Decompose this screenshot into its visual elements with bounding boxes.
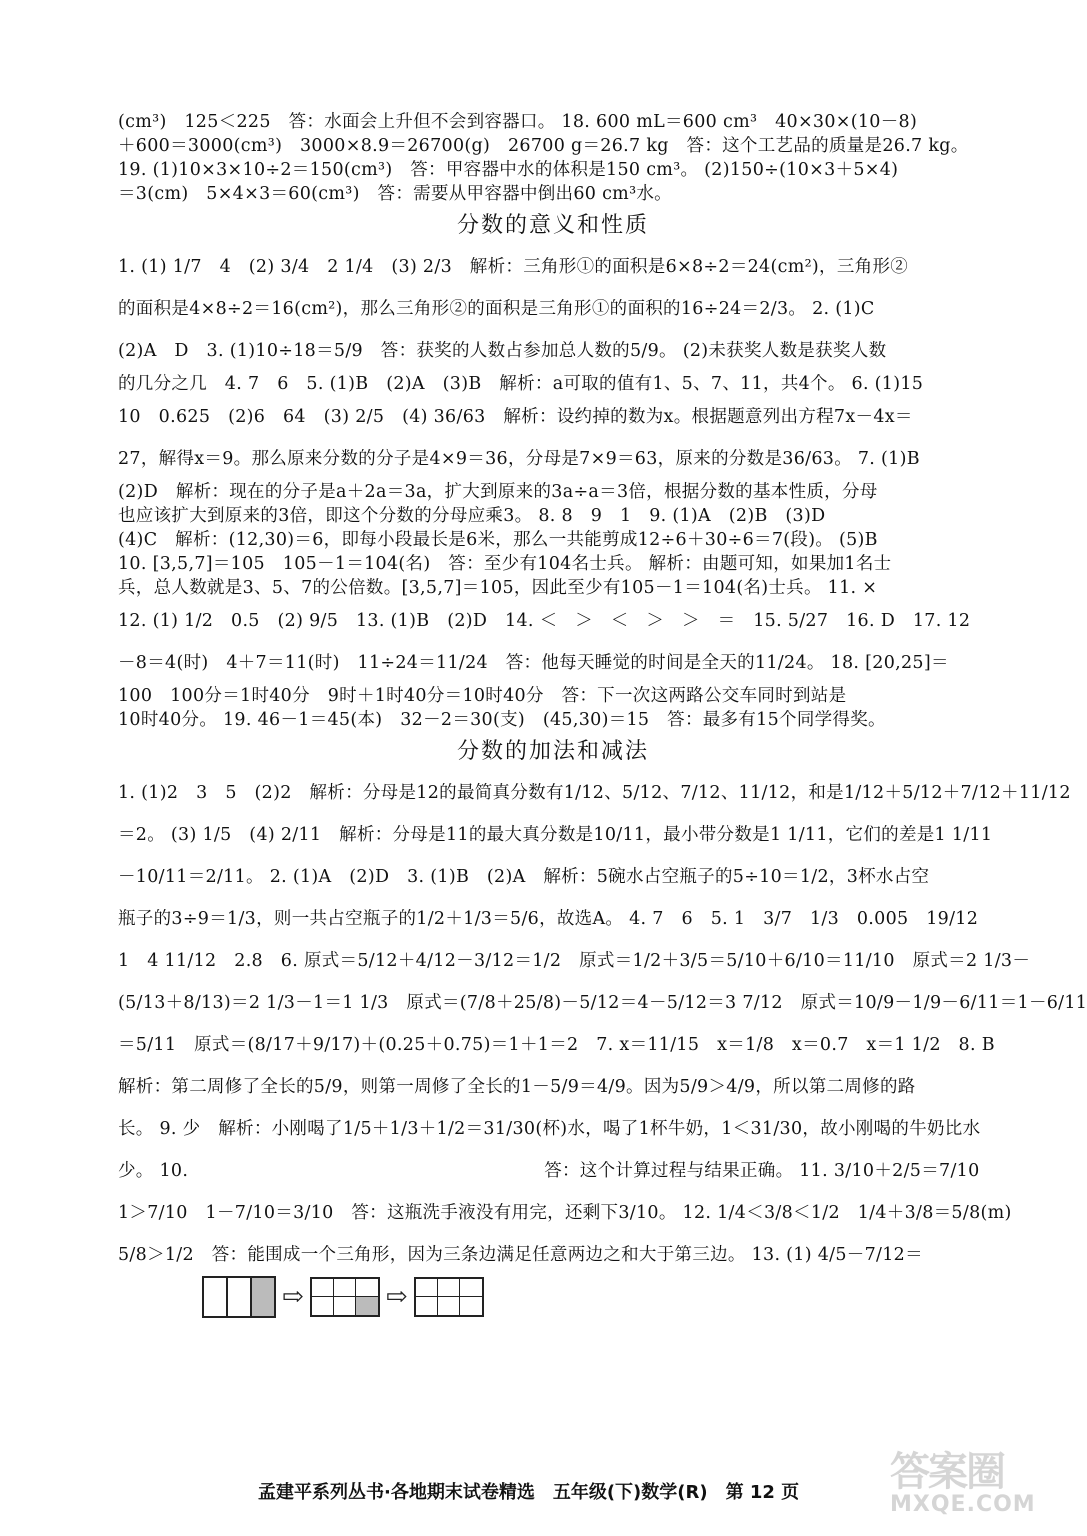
text-line: 长。 9. 少 解析：小刚喝了1/5＋1/3＋1/2＝31/30(杯)水，喝了1杯牛奶，1＜31/30，故小刚喝的牛奶比水 — [118, 1119, 981, 1139]
text-line: 解析：第二周修了全长的5/9，则第一周修了全长的1－5/9＝4/9。因为5/9＞4/9，所以第二周修的路 — [118, 1077, 916, 1097]
text-line: 5/8＞1/2 答：能围成一个三角形，因为三条边满足任意两边之和大于第三边。 13. (1) 4/5－7/12＝ — [118, 1245, 923, 1265]
text-line: －10/11＝2/11。 2. (1)A (2)D 3. (1)B (2)A 解析：5碗水占空瓶子的5÷10＝1/2，3杯水占空 — [118, 867, 930, 887]
text-line: ＝5/11 原式＝(8/17＋9/17)＋(0.25＋0.75)＝1＋1＝2 7. x＝11/15 x＝1/8 x＝0.7 x＝1 1/2 8. B — [118, 1035, 995, 1055]
text-line: 1. (1) 1/7 4 (2) 3/4 2 1/4 (3) 2/3 解析：三角形①的面积是6×8÷2＝24(cm²)，三角形② — [118, 257, 909, 277]
text-line: ＝3(cm) 5×4×3＝60(cm³) 答：需要从甲容器中倒出60 cm³水。 — [118, 184, 672, 204]
answer-text-block — [118, 110, 1087, 1276]
text-line: 27，解得x＝9。那么原来分数的分子是4×9＝36，分母是7×9＝63，原来的分数是36/63。 7. (1)B — [118, 449, 920, 469]
arrow-icon: ⇨ — [385, 1282, 408, 1312]
text-line: 100 100分＝1时40分 9时＋1时40分＝10时40分 答：下一次这两路公交车同时到站是 — [118, 686, 847, 706]
text-line: 的几分之几 4. 7 6 5. (1)B (2)A (3)B 解析：a可取的值有1、5、7、11，共4个。 6. (1)15 — [118, 374, 924, 394]
text-line: 10 0.625 (2)6 64 (3) 2/5 (4) 36/63 解析：设约掉的数为x。根据题意列出方程7x－4x＝ — [118, 407, 913, 427]
text-line: －8＝4(时) 4＋7＝11(时) 11÷24＝11/24 答：他每天睡觉的时间是全天的11/24。 18. [20,25]＝ — [118, 653, 949, 673]
fraction-grid-result — [414, 1277, 484, 1317]
text-line: 1. (1)2 3 5 (2)2 解析：分母是12的最简真分数有1/12、5/12、7/12、11/12，和是1/12＋5/12＋7/12＋11/12 — [118, 783, 1071, 803]
text-line: (4)C 解析：(12,30)＝6，即每小段最长是6米，那么一共能剪成12÷6＋30÷6＝7(段)。 (5)B — [118, 530, 878, 550]
text-line: ＋600＝3000(cm³) 3000×8.9＝26700(g) 26700 g＝26.7 kg 答：这个工艺品的质量是26.7 kg。 — [118, 136, 969, 156]
text-line: 1 4 11/12 2.8 6. 原式＝5/12＋4/12－3/12＝1/2 原式＝1/2＋3/5＝5/10＋6/10＝11/10 原式＝2 1/3－ — [118, 951, 1031, 971]
section-heading: 分数的意义和性质 — [456, 213, 649, 238]
text-line: ＝2。 (3) 1/5 (4) 2/11 解析：分母是11的最大真分数是10/11，最小带分数是1 1/11，它们的差是1 1/11 — [118, 825, 993, 845]
text-line: (cm³) 125＜225 答：水面会上升但不会到容器口。 18. 600 mL＝600 cm³ 40×30×(10－8) — [118, 112, 918, 132]
text-line: 12. (1) 1/2 0.5 (2) 9/5 13. (1)B (2)D 14. ＜ ＞ ＜ ＞ ＞ ＝ 15. 5/27 16. D 17. 12 — [118, 611, 971, 631]
text-line: 19. (1)10×3×10÷2＝150(cm³) 答：甲容器中水的体积是150 cm³。 (2)150÷(10×3＋5×4) — [118, 160, 899, 180]
watermark-logo — [880, 1440, 1040, 1530]
fraction-diagram — [202, 1276, 484, 1318]
text-line: 也应该扩大到原来的3倍，即这个分数的分母应乘3。 8. 8 9 1 9. (1)A (2)B (3)D — [118, 506, 826, 526]
text-line: 兵，总人数就是3、5、7的公倍数。[3,5,7]＝105，因此至少有105－1＝104(名)士兵。 11. × — [118, 578, 878, 598]
page-footer: 孟建平系列丛书·各地期末试卷精选 五年级(下)数学(R) 第 12 页 — [258, 1482, 800, 1503]
watermark-logo-text: 答案圈 — [890, 1449, 1004, 1495]
text-line: 瓶子的3÷9＝1/3，则一共占空瓶子的1/2＋1/3＝5/6，故选A。 4. 7 6 5. 1 3/7 1/3 0.005 19/12 — [118, 909, 979, 929]
fraction-grid-sixths — [310, 1277, 380, 1317]
text-line: 10时40分。 19. 46－1＝45(本) 32－2＝30(支) (45,30)＝15 答：最多有15个同学得奖。 — [118, 710, 886, 730]
text-line: 1＞7/10 1－7/10＝3/10 答：这瓶洗手液没有用完，还剩下3/10。 12. 1/4＜3/8＜1/2 1/4＋3/8＝5/8(m) — [118, 1203, 1012, 1223]
text-line: 的面积是4×8÷2＝16(cm²)，那么三角形②的面积是三角形①的面积的16÷24＝2/3。 2. (1)C — [118, 299, 875, 319]
arrow-icon: ⇨ — [282, 1282, 304, 1312]
text-line: (5/13＋8/13)＝2 1/3－1＝1 1/3 原式＝(7/8＋25/8)－5/12＝4－5/12＝3 7/12 原式＝10/9－1/9－6/11＝1－6/11 — [118, 993, 1087, 1013]
section-heading: 分数的加法和减法 — [456, 739, 649, 764]
text-line: 10. [3,5,7]＝105 105－1＝104(名) 答：至少有104名士兵。 解析：由题可知，如果加1名士 — [118, 554, 892, 574]
text-line: 少。 10. 答：这个计算过程与结果正确。 11. 3/10＋2/5＝7/10 — [118, 1161, 980, 1181]
watermark-url: MXQE.COM — [890, 1492, 1036, 1517]
text-line: (2)A D 3. (1)10÷18＝5/9 答：获奖的人数占参加总人数的5/9。 (2)未获奖人数是获奖人数 — [118, 341, 887, 361]
fraction-bar-thirds — [202, 1276, 276, 1318]
text-line: (2)D 解析：现在的分子是a＋2a＝3a，扩大到原来的3a÷a＝3倍，根据分数的基本性质，分母 — [118, 482, 878, 502]
